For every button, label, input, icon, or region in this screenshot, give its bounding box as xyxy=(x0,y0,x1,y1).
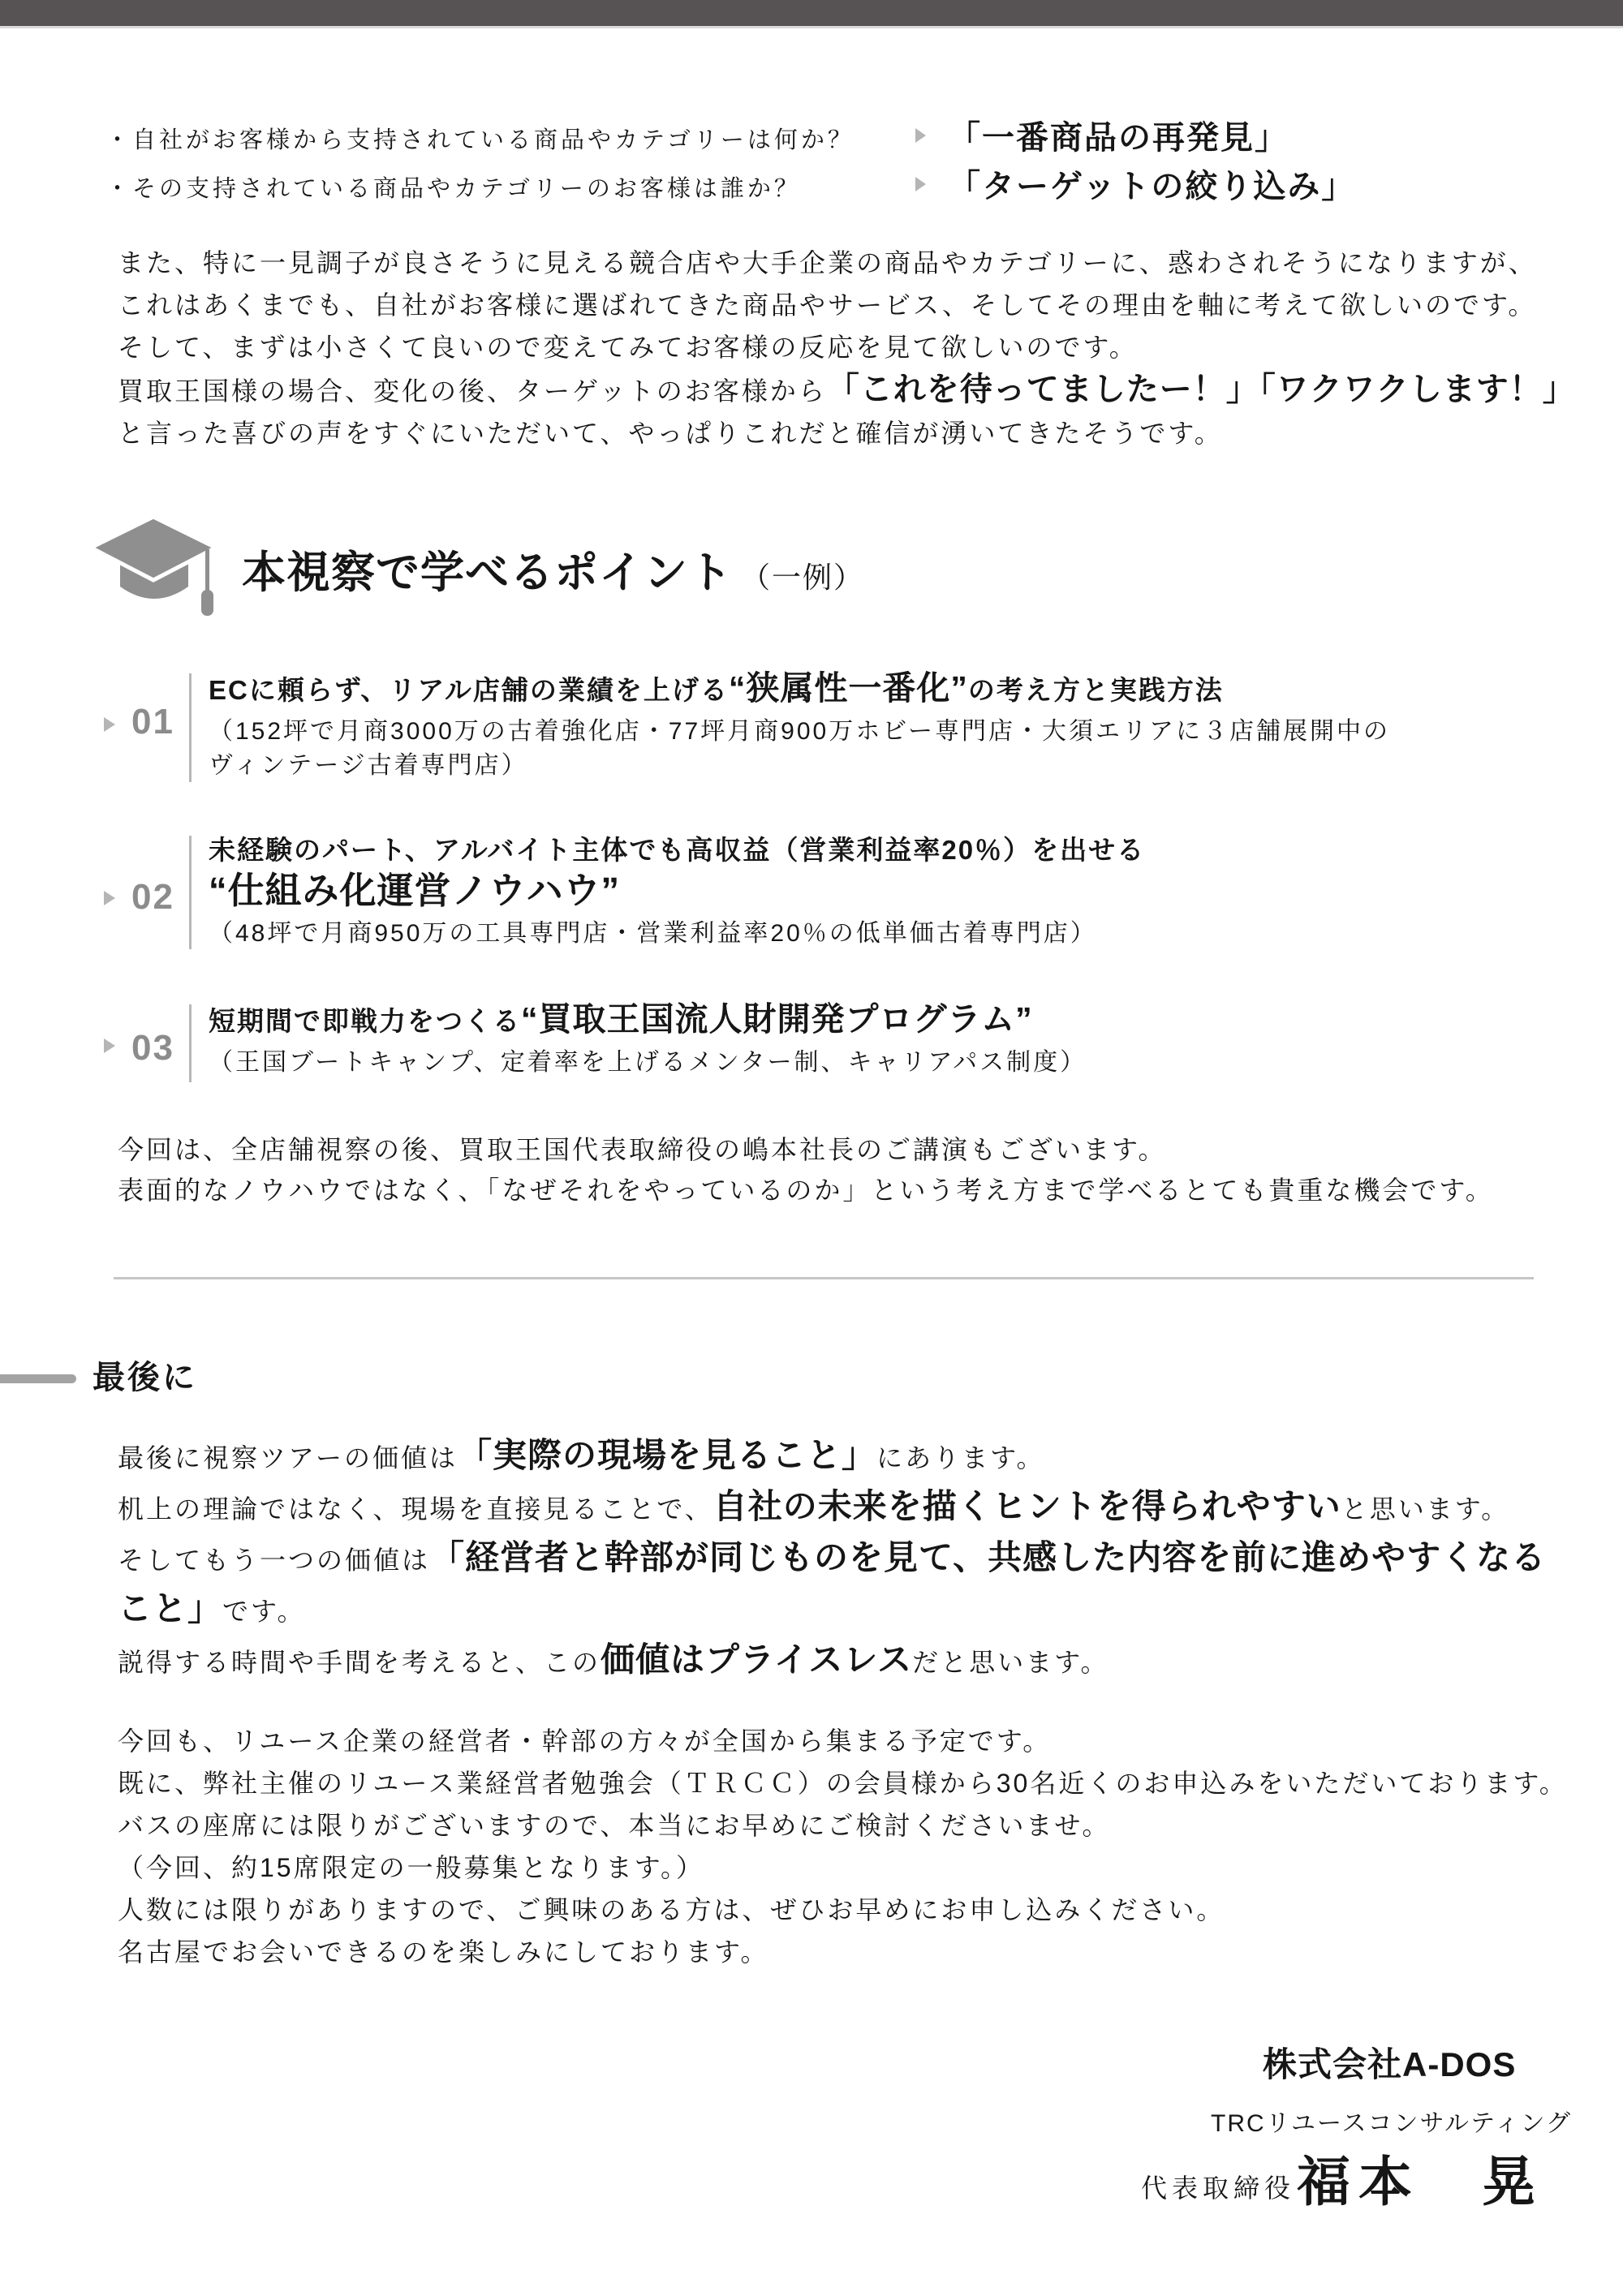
answer-text: 「ターゲットの絞り込み」 xyxy=(948,169,1356,204)
line-text: 机上の理論ではなく、現場を直接見ることで、 xyxy=(118,1494,713,1524)
section-title: 本視察で学べるポイント xyxy=(242,548,733,597)
point-title-text: の考え方と実践方法 xyxy=(967,675,1224,705)
signature-company: 株式会社A-DOS xyxy=(1263,2045,1517,2083)
line-text: と思います。 xyxy=(1341,1494,1510,1524)
paragraph-line xyxy=(118,1636,1595,1687)
signature-role: 代表取締役 xyxy=(1141,2173,1296,2203)
paragraph-line: 表面的なノウハウではなく、「なぜそれをやっているのか」という考え方まで学べるとても貴重な機会です。 xyxy=(118,1176,1494,1205)
paragraph-line: バスの座席には限りがございますので、本当にお早めにご検討くださいませ。 xyxy=(118,1811,1111,1840)
paragraph-line xyxy=(118,368,1595,412)
learn-section-header xyxy=(88,514,864,617)
value-bold-text: 価値はプライスレス xyxy=(601,1640,913,1679)
point-title xyxy=(209,1001,1087,1039)
point-body xyxy=(209,670,1390,783)
graduation-cap-icon xyxy=(88,514,219,617)
customer-quote-bold: 「これを待ってましたー！」「ワクワクします！」 xyxy=(826,372,1576,407)
answer-text: 「一番商品の再発見」 xyxy=(948,120,1289,156)
section-title-note: （一例） xyxy=(741,561,865,594)
line-text: そしてもう一つの価値は xyxy=(118,1546,431,1575)
point-title-text: 短期間で即戦力をつくる xyxy=(209,1006,521,1036)
last-paragraph-2 xyxy=(118,1720,1595,1973)
arrow-right-icon xyxy=(104,891,115,905)
signature-division: TRCリユースコンサルティング xyxy=(1211,2110,1573,2137)
point-title-emphasis: “狭属性一番化” xyxy=(728,669,968,707)
value-bold-text: 自社の未来を描くヒントを得られやすい xyxy=(712,1487,1341,1525)
point-title xyxy=(209,670,1390,708)
point-divider-line xyxy=(189,836,192,949)
point-number: 01 xyxy=(131,702,174,742)
heading-accent-bar xyxy=(0,1374,76,1383)
point-subtitle: （王国ブートキャンプ、定着率を上げるメンター制、キャリアパス制度） xyxy=(209,1049,1087,1076)
closing-note xyxy=(118,1129,1595,1210)
line-text: だと思います。 xyxy=(912,1648,1109,1677)
paragraph-line: 既に、弊社主催のリユース業経営者勉強会（ＴＲＣＣ）の会員様から30名近くのお申込みをいただいております。 xyxy=(118,1769,1568,1798)
arrow-right-icon xyxy=(915,128,926,143)
point-divider-line xyxy=(189,673,192,782)
paragraph-line: 今回は、全店舗視察の後、買取王国代表取締役の嶋本社長のご講演もございます。 xyxy=(118,1135,1167,1164)
arrow-right-icon xyxy=(104,717,115,732)
value-bold-text: こと」 xyxy=(118,1589,223,1627)
point-title-emphasis: “仕組み化運営ノウハウ” xyxy=(209,870,621,911)
value-bold-text: 「経営者と幹部が同じものを見て、共感した内容を前に進めやすくなる xyxy=(430,1538,1547,1576)
paragraph-line: 人数には限りがありますので、ご興味のある方は、ぜひお早めにお申し込みください。 xyxy=(118,1895,1225,1924)
paragraph-line: （今回、約15席限定の一般募集となります。） xyxy=(118,1853,705,1882)
question-row xyxy=(0,161,1623,209)
last-section-heading: 最後に xyxy=(93,1360,197,1395)
paragraph-line: 今回も、リユース企業の経営者・幹部の方々が全国から集まる予定です。 xyxy=(118,1726,1052,1756)
question-text: ・その支持されている商品やカテゴリーのお客様は誰か？ xyxy=(105,176,801,202)
paragraph-line xyxy=(118,1533,1595,1584)
paragraph-line xyxy=(118,1431,1595,1482)
value-bold-text: 「実際の現場を見ること」 xyxy=(458,1436,877,1474)
point-number: 02 xyxy=(131,877,174,917)
learn-header-text xyxy=(242,538,864,600)
paragraph-line: これはあくまでも、自社がお客様に選ばれてきた商品やサービス、そしてその理由を軸に考えて欲しいのです。 xyxy=(118,290,1537,320)
line-text: 買取王国様の場合、変化の後、ターゲットのお客様から xyxy=(118,376,827,406)
point-subtitle: ヴィンテージ古着専門店） xyxy=(209,752,528,779)
question-text: ・自社がお客様から支持されている商品やカテゴリーは何か？ xyxy=(105,127,855,153)
point-divider-line xyxy=(189,1004,192,1082)
last-paragraph-1 xyxy=(118,1431,1595,1687)
signature-name: 福本 晃 xyxy=(1297,2150,1543,2213)
question-row xyxy=(0,112,1623,161)
point-title: 未経験のパート、アルバイト主体でも高収益（営業利益率20％）を出せる xyxy=(209,835,1146,865)
point-subtitle: （48坪で月商950万の工具専門店・営業利益率20％の低単価古着専門店） xyxy=(209,920,1097,947)
line-text: です。 xyxy=(222,1597,306,1626)
paragraph-line: 名古屋でお会いできるのを楽しみにしております。 xyxy=(118,1937,769,1967)
point-body xyxy=(209,832,1145,951)
point-subtitle: （152坪で月商3000万の古着強化店・77坪月商900万ホビー専門店・大須エリアに３店舗展開中の xyxy=(209,718,1391,745)
point-title-text: ECに頼らず、リアル店舗の業績を上げる xyxy=(209,675,729,705)
paragraph-line: また、特に一見調子が良さそうに見える競合店や大手企業の商品やカテゴリーに、惑わされそうになりますが、 xyxy=(118,248,1537,277)
paragraph-line xyxy=(118,1482,1595,1533)
paragraph-line: そして、まずは小さくて良いので変えてみてお客様の反応を見て欲しいのです。 xyxy=(118,333,1138,362)
arrow-right-icon xyxy=(915,177,926,191)
point-title-emphasis: “買取王国流人財開発プログラム” xyxy=(521,1000,1033,1038)
point-body xyxy=(209,1001,1087,1080)
line-text: にあります。 xyxy=(876,1443,1045,1473)
line-text: 最後に視察ツアーの価値は xyxy=(118,1443,458,1473)
arrow-right-icon xyxy=(104,1038,115,1053)
paragraph-line xyxy=(118,1584,1595,1636)
paragraph-line: と言った喜びの声をすぐにいただいて、やっぱりこれだと確信が湧いてきたそうです。 xyxy=(118,419,1223,448)
intro-paragraph xyxy=(118,242,1595,454)
point-number: 03 xyxy=(131,1028,174,1068)
section-divider-line xyxy=(114,1277,1534,1279)
line-text: 説得する時間や手間を考えると、この xyxy=(118,1648,601,1677)
top-border-bar xyxy=(0,0,1623,28)
